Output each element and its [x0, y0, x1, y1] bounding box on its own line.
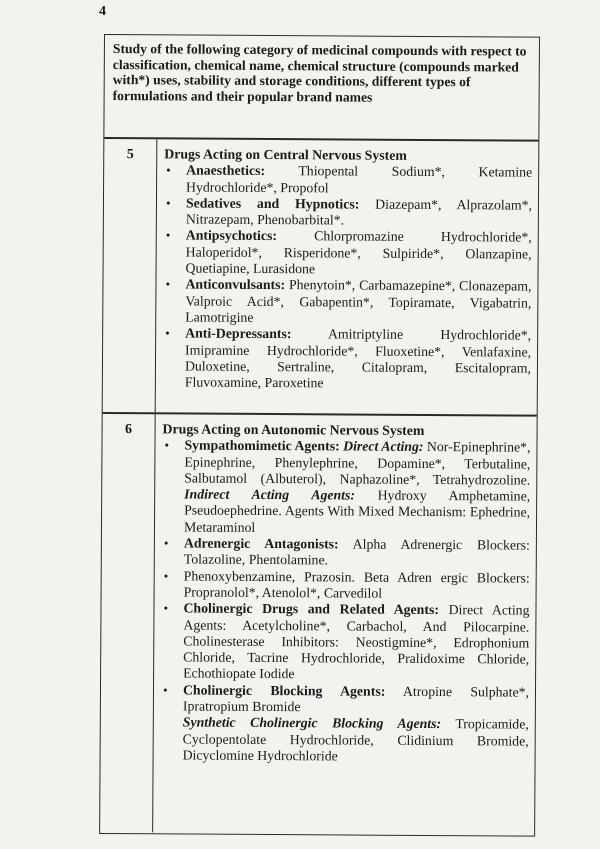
bullet-icon: • [165, 195, 171, 211]
row-content [156, 139, 539, 414]
row-content [153, 414, 537, 834]
bullet-icon: • [163, 600, 169, 616]
section-title: Drugs Acting on Autonomic Nervous System [162, 421, 425, 438]
bullet-icon: • [165, 325, 170, 341]
bullet-icon: • [165, 276, 171, 292]
list-item: • Anticonvulsants: Phenytoin*, Carbamazepine*, Clonazepam, Valproic Acid*, Gabapentin*, Topiramate, Vigabatrin, Lamotrigine [165, 276, 532, 325]
table-row-6 [100, 414, 537, 835]
list-item: • Antipsychotics: Chlorpromazine Hydrochloride*, Haloperidol*, Risperidone*, Sulpiride*, Olanzapine, Quetiapine, Lurasidone [165, 227, 532, 277]
drug-list [161, 438, 531, 717]
bullet-icon: • [166, 162, 171, 178]
list-item: • Phenoxybenzamine, Prazosin. Beta Adren ergic Blockers: Propranolol*, Atenolol*, Carvedilol [163, 568, 530, 601]
synthetic-agents: Synthetic Cholinergic Blocking Agents: Tropicamide, Cyclopentolate Hydrochloride, Clidinium Bromide, Dicyclomine Hydrochloride [182, 714, 529, 764]
bullet-icon: • [164, 437, 170, 453]
list-item: • Sedatives and Hypnotics: Diazepam*, Alprazolam*, Nitrazepam, Phenobarbital*. [165, 195, 533, 228]
bullet-icon: • [163, 568, 169, 584]
bullet-icon: • [163, 535, 169, 551]
row-number: 6 [100, 414, 156, 832]
table-header: Study of the following category of medicinal compounds with respect to classification, chemical name, chemical structure (compounds marked with*) uses, stability and storage conditions, different types of formulations and their popular brand names [104, 35, 539, 142]
section-title: Drugs Acting on Central Nervous System [164, 146, 407, 163]
bullet-icon: • [162, 682, 168, 698]
list-item: • Anti-Depressants: Amitriptyline Hydrochloride*, Imipramine Hydrochloride*, Fluoxetine*, Venlafaxine, Duloxetine, Sertraline, Citalopram, Escitalopram, Fluvoxamine, Paroxetine [165, 325, 532, 391]
list-item: • Cholinergic Drugs and Related Agents: Direct Acting Agents: Acetylcholine*, Carbachol, And Pilocarpine. Cholinesterase Inhibitors: Neostigmine*, Edrophonium Chloride, Tacrine Hydrochloride, Pralidoxime Chloride, Echothiopate Iodide [163, 600, 530, 682]
list-item: • Adrenergic Antagonists: Alpha Adrenergic Blockers: Tolazoline, Phentolamine. [163, 535, 530, 568]
table-row-5 [103, 139, 539, 417]
list-item: • Anaesthetics: Thiopental Sodium*, Ketamine Hydrochloride*, Propofol [166, 162, 533, 195]
page-number: 4 [99, 4, 106, 19]
list-item: • Cholinergic Blocking Agents: Atropine Sulphate*, Ipratropium Bromide [162, 682, 530, 715]
drug-list [163, 163, 532, 393]
bullet-icon: • [165, 227, 171, 243]
syllabus-table [99, 34, 540, 837]
list-item: • Sympathomimetic Agents: Direct Acting: Nor-Epinephrine*, Epinephrine, Phenylephrine, Dopamine*, Terbutaline, Salbutamol (Albuterol), Naphazoline*, Tetrahydrozoline. Indirect Acting Agents: Hydroxy Amphetamine, Pseudoephedrine. Agents With Mixed Mechanism: Ephedrine, Metaraminol [164, 437, 531, 535]
row-number: 5 [103, 139, 158, 412]
